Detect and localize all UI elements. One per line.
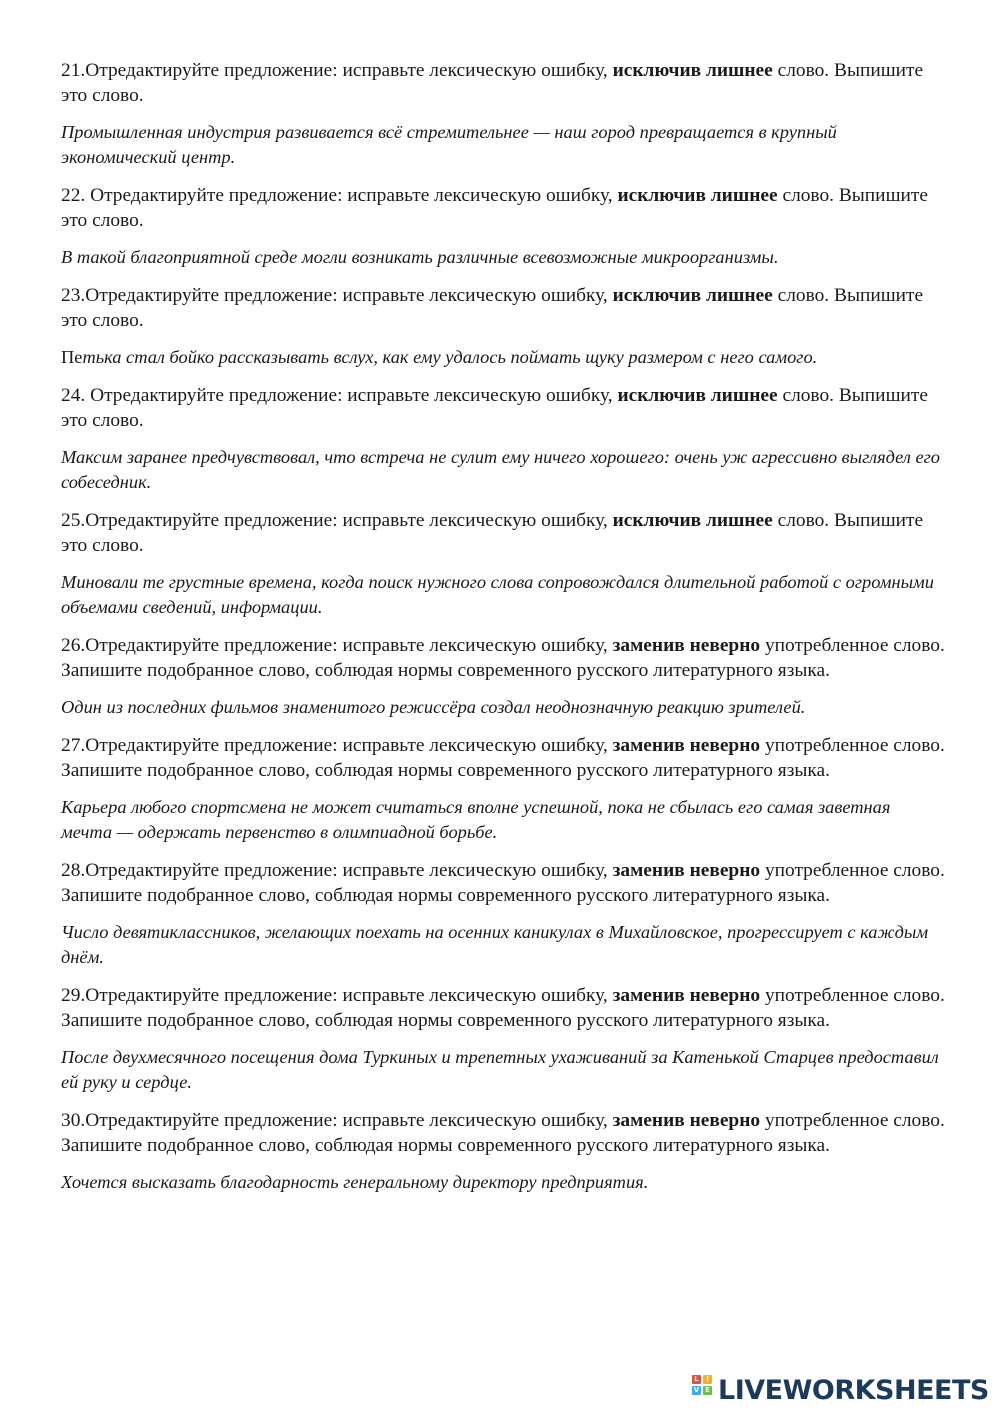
task-example-sentence [61, 120, 946, 170]
task-21 [61, 58, 946, 170]
task-28 [61, 858, 946, 970]
instruction-text: Отредактируйте предложение: исправьте лексическую ошибку, [85, 860, 613, 881]
task-number: 24. [61, 385, 91, 406]
logo-block-e: E [703, 1386, 712, 1395]
instruction-text: Отредактируйте предложение: исправьте лексическую ошибку, [85, 60, 613, 81]
task-30 [61, 1108, 946, 1195]
instruction-text: употребленное слово. Запишите подобранное слово, соблюдая нормы современного русского литературного языка. [61, 1110, 945, 1156]
instruction-emphasis: исключив лишнее [612, 285, 773, 306]
instruction-text: употребленное слово. Запишите подобранное слово, соблюдая нормы современного русского литературного языка. [61, 735, 945, 781]
example-text: В такой благоприятной среде могли возникать различные всевозможные микроорганизмы. [61, 247, 779, 267]
task-24 [61, 383, 946, 495]
task-29 [61, 983, 946, 1095]
instruction-text: Отредактируйте предложение: исправьте лексическую ошибку, [85, 1110, 613, 1131]
task-instruction [61, 283, 946, 333]
instruction-emphasis: исключив лишнее [612, 60, 773, 81]
task-23 [61, 283, 946, 370]
worksheet-page [61, 58, 946, 1208]
instruction-text: Отредактируйте предложение: исправьте лексическую ошибку, [85, 985, 613, 1006]
instruction-text: употребленное слово. Запишите подобранное слово, соблюдая нормы современного русского литературного языка. [61, 635, 945, 681]
example-prefix: Пе [61, 347, 83, 367]
logo-text: LIVEWORKSHEETS [718, 1374, 989, 1406]
task-number: 26. [61, 635, 86, 656]
example-text: Один из последних фильмов знаменитого режиссёра создал неоднозначную реакцию зрителей. [61, 697, 806, 717]
task-example-sentence [61, 570, 946, 620]
instruction-emphasis: заменив неверно [612, 735, 761, 756]
task-instruction [61, 983, 946, 1033]
liveworksheets-logo-icon [692, 1375, 714, 1405]
example-text: Промышленная индустрия развивается всё стремительнее — наш город превращается в крупный экономический центр. [61, 122, 837, 167]
instruction-text: Отредактируйте предложение: исправьте лексическую ошибку, [85, 285, 613, 306]
liveworksheets-logo [692, 1373, 989, 1407]
task-number: 28. [61, 860, 86, 881]
task-27 [61, 733, 946, 845]
task-number: 21. [61, 60, 86, 81]
task-instruction [61, 183, 946, 233]
task-25 [61, 508, 946, 620]
example-text: Число девятиклассников, желающих поехать на осенних каникулах в Михайловское, прогрессирует с каждым днём. [61, 922, 929, 967]
task-example-sentence [61, 1170, 946, 1195]
task-example-sentence [61, 920, 946, 970]
task-number: 23. [61, 285, 86, 306]
task-instruction [61, 1108, 946, 1158]
task-example-sentence [61, 445, 946, 495]
task-example-sentence [61, 695, 946, 720]
instruction-text: Отредактируйте предложение: исправьте лексическую ошибку, [85, 510, 613, 531]
task-example-sentence [61, 795, 946, 845]
example-text: Карьера любого спортсмена не может считаться вполне успешной, пока не сбылась его самая заветная мечта — одержать первенство в олимпиадной борьбе. [61, 797, 891, 842]
task-example-sentence [61, 245, 946, 270]
logo-block-i: I [703, 1375, 712, 1384]
task-instruction [61, 733, 946, 783]
instruction-emphasis: заменив неверно [612, 860, 761, 881]
task-instruction [61, 508, 946, 558]
instruction-text: употребленное слово. Запишите подобранное слово, соблюдая нормы современного русского литературного языка. [61, 860, 945, 906]
instruction-text: Отредактируйте предложение: исправьте лексическую ошибку, [90, 385, 618, 406]
task-instruction [61, 58, 946, 108]
task-number: 29. [61, 985, 86, 1006]
instruction-text: Отредактируйте предложение: исправьте лексическую ошибку, [90, 185, 618, 206]
task-22 [61, 183, 946, 270]
task-26 [61, 633, 946, 720]
logo-block-l: L [692, 1375, 701, 1384]
example-text: Хочется высказать благодарность генеральному директору предприятия. [61, 1172, 649, 1192]
task-instruction [61, 383, 946, 433]
instruction-text: слово. Выпишите это слово. [61, 510, 924, 556]
instruction-text: употребленное слово. Запишите подобранное слово, соблюдая нормы современного русского литературного языка. [61, 985, 945, 1031]
instruction-emphasis: исключив лишнее [617, 385, 778, 406]
instruction-emphasis: исключив лишнее [617, 185, 778, 206]
instruction-text: Отредактируйте предложение: исправьте лексическую ошибку, [85, 735, 613, 756]
task-example-sentence [61, 1045, 946, 1095]
instruction-text: слово. Выпишите это слово. [61, 285, 924, 331]
task-instruction [61, 633, 946, 683]
instruction-emphasis: заменив неверно [612, 985, 761, 1006]
example-text: тька стал бойко рассказывать вслух, как ему удалось поймать щуку размером с него самого. [82, 347, 818, 367]
instruction-emphasis: исключив лишнее [612, 510, 773, 531]
task-number: 22. [61, 185, 91, 206]
task-number: 25. [61, 510, 86, 531]
example-text: После двухмесячного посещения дома Туркиных и трепетных ухаживаний за Катенькой Старцев предоставил ей руку и сердце. [61, 1047, 939, 1092]
instruction-text: слово. Выпишите это слово. [61, 185, 928, 231]
instruction-emphasis: заменив неверно [612, 1110, 761, 1131]
task-number: 27. [61, 735, 86, 756]
task-example-sentence [61, 345, 946, 370]
task-number: 30. [61, 1110, 86, 1131]
task-instruction [61, 858, 946, 908]
example-text: Максим заранее предчувствовал, что встреча не сулит ему ничего хорошего: очень уж агрессивно выглядел его собеседник. [61, 447, 941, 492]
instruction-text: слово. Выпишите это слово. [61, 60, 924, 106]
example-text: Миновали те грустные времена, когда поиск нужного слова сопровождался длительной работой с огромными объемами сведений, информации. [61, 572, 934, 617]
logo-block-v: V [693, 1386, 700, 1394]
instruction-text: слово. Выпишите это слово. [61, 385, 928, 431]
instruction-text: Отредактируйте предложение: исправьте лексическую ошибку, [85, 635, 613, 656]
instruction-emphasis: заменив неверно [612, 635, 761, 656]
